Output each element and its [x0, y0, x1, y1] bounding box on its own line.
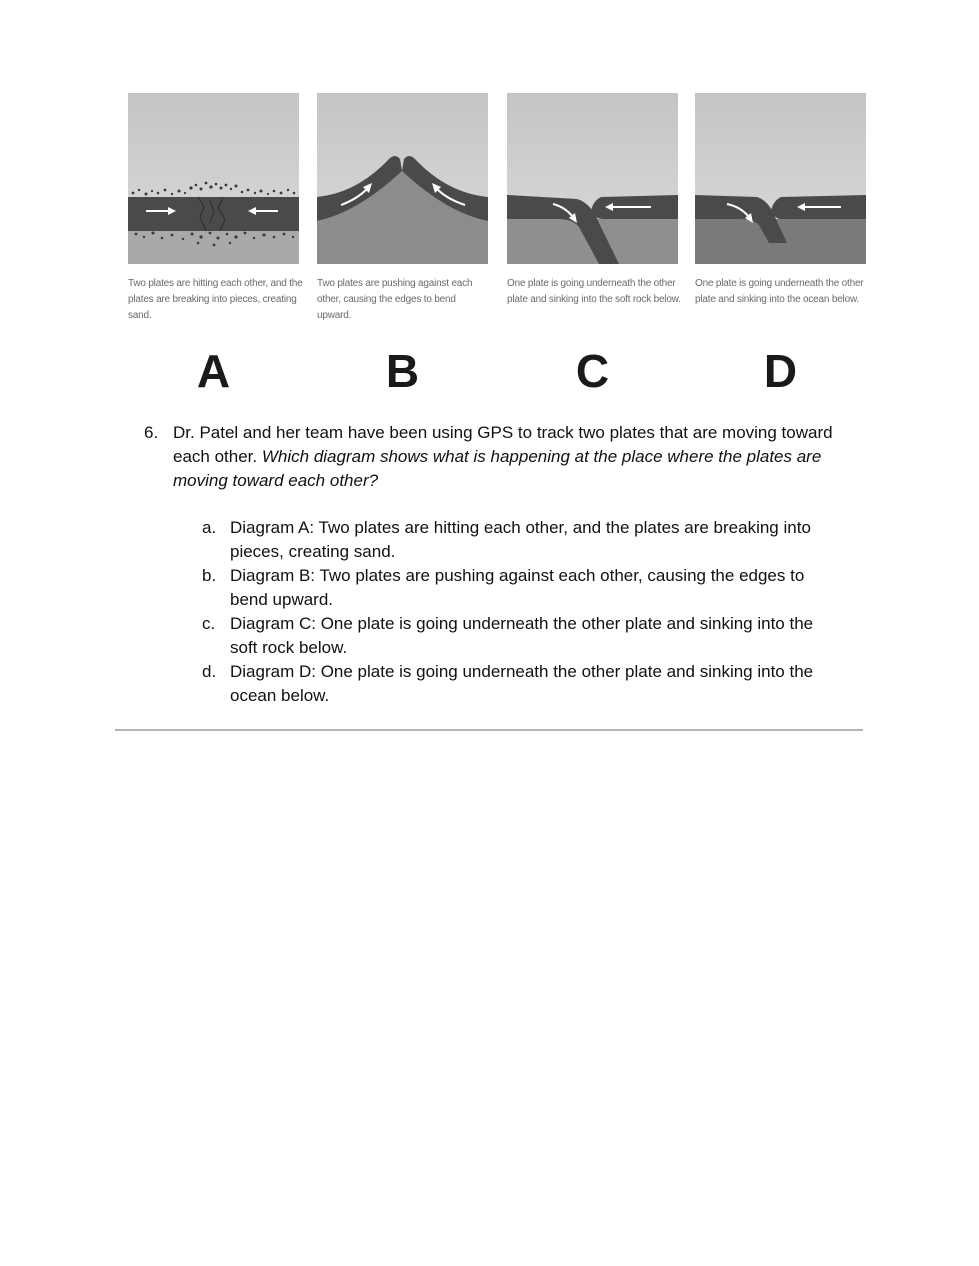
answer-option-a[interactable]	[202, 516, 842, 564]
diagram-panel-d	[695, 93, 866, 308]
option-text: Two plates are pushing against each other, causing the edges to bend upward.	[230, 566, 805, 609]
diagram-a-caption: Two plates are hitting each other, and the plates are breaking into pieces, creating sand.	[128, 278, 303, 321]
plate-diagrams-figure	[128, 93, 868, 397]
diagram-letter-a: A	[196, 345, 231, 397]
option-text: One plate is going underneath the other plate and sinking into the soft rock below.	[230, 614, 814, 657]
diagram-panel-a	[128, 93, 303, 324]
option-letter: a.	[202, 518, 217, 537]
question-prompt: Which diagram shows what is happening at the place where the plates are moving toward each other?	[173, 447, 822, 490]
diagram-a-illustration	[128, 93, 299, 264]
diagram-panel-c	[507, 93, 681, 308]
diagram-d-illustration	[695, 93, 866, 264]
diagram-d-caption: One plate is going underneath the other plate and sinking into the ocean below.	[695, 278, 864, 305]
option-label: Diagram C:	[230, 614, 316, 633]
question-number: 6.	[144, 423, 159, 442]
diagram-c-illustration	[507, 93, 678, 264]
diagram-c-caption: One plate is going underneath the other plate and sinking into the soft rock below.	[507, 278, 681, 305]
answer-options	[202, 516, 842, 708]
option-letter: b.	[202, 566, 217, 585]
diagram-letter-c: C	[575, 345, 610, 397]
diagram-b-caption: Two plates are pushing against each other, causing the edges to bend upward.	[317, 278, 473, 321]
question-stem: Dr. Patel and her team have been using GPS to track two plates that are moving toward each other.	[173, 423, 833, 466]
option-label: Diagram A:	[230, 518, 315, 537]
option-label: Diagram B:	[230, 566, 316, 585]
option-text: Two plates are hitting each other, and the plates are breaking into pieces, creating sand.	[230, 518, 811, 561]
option-letter: c.	[202, 614, 216, 633]
answer-option-c[interactable]	[202, 612, 842, 660]
option-text: One plate is going underneath the other plate and sinking into the ocean below.	[230, 662, 814, 705]
diagram-letter-b: B	[385, 345, 420, 397]
option-letter: d.	[202, 662, 217, 681]
diagram-letter-d: D	[763, 345, 798, 397]
answer-option-d[interactable]	[202, 660, 842, 708]
answer-option-b[interactable]	[202, 564, 842, 612]
question-text	[173, 421, 863, 493]
diagram-panel-b	[317, 93, 488, 324]
section-divider	[115, 729, 863, 731]
option-label: Diagram D:	[230, 662, 316, 681]
diagram-b-illustration	[317, 93, 488, 264]
